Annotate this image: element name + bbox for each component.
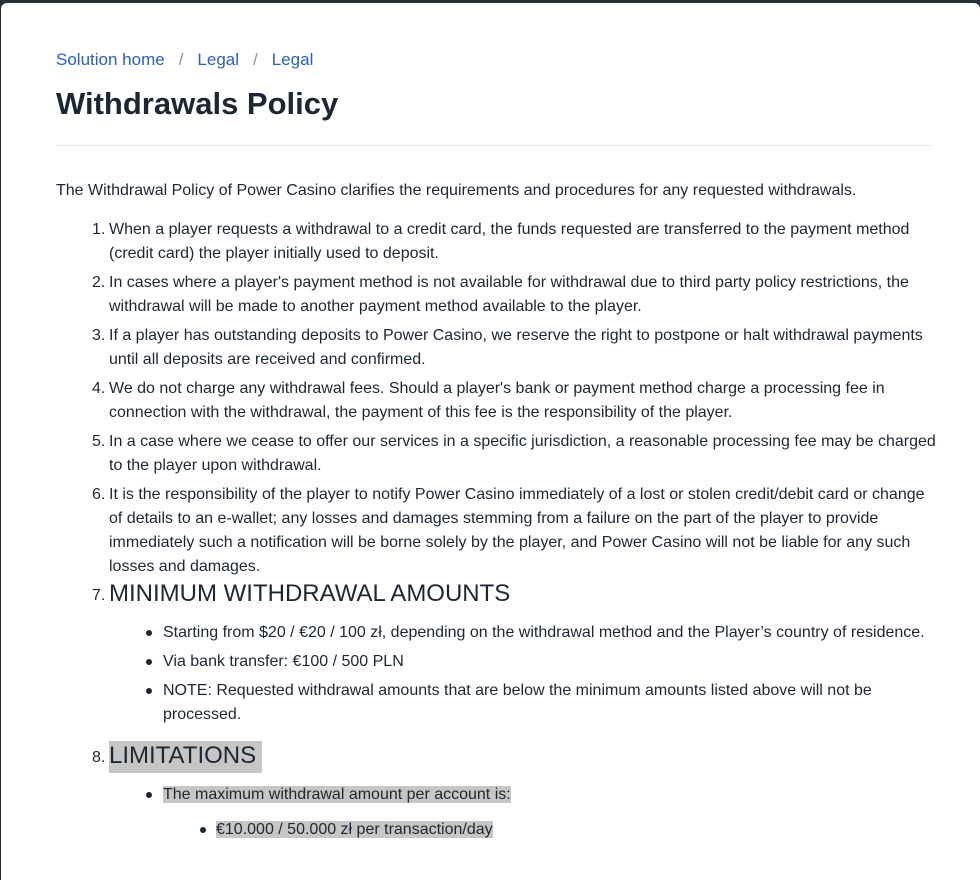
list-item-text: Via bank transfer: €100 / 500 PLN: [163, 653, 404, 670]
title-divider: [56, 145, 932, 146]
breadcrumb-solution-home-link[interactable]: Solution home: [56, 50, 165, 69]
breadcrumb-legal-category-link[interactable]: Legal: [271, 50, 314, 69]
list-item-text: NOTE: Requested withdrawal amounts that are below the minimum amounts listed above will not be processed.: [163, 682, 872, 723]
limitations-list: [109, 783, 936, 842]
list-item: [163, 818, 936, 842]
minimum-amounts-list: [109, 621, 936, 727]
breadcrumb: [56, 50, 313, 70]
policy-item-number: 1.: [92, 221, 106, 238]
bullet-icon: [146, 688, 152, 694]
minimum-withdrawal-section: [56, 579, 936, 727]
policy-item-text: It is the responsibility of the player to notify Power Casino immediately of a lost or stolen credit/debit card or change of details to an e-wallet; any losses and damages stemming from a failure on the part of the player to provide immediately such a notification will be borne solely by the player, and Power Casino will not be liable for any such losses and damages.: [109, 486, 925, 575]
limitations-sublist: [163, 818, 936, 842]
list-item-text: €10.000 / 50.000 zł per transaction/day: [216, 821, 493, 838]
list-item: [109, 679, 936, 727]
breadcrumb-separator: /: [253, 50, 258, 69]
section-number: 7.: [92, 587, 106, 604]
policy-item: [56, 324, 936, 372]
policy-item-text: We do not charge any withdrawal fees. Should a player's bank or payment method charge a processing fee in connection with the withdrawal, the payment of this fee is the responsibility of the player.: [109, 380, 885, 421]
policy-item: [56, 218, 936, 266]
section-number: 8.: [92, 749, 106, 766]
bullet-icon: [200, 827, 206, 833]
policy-item: [56, 271, 936, 319]
list-item: [109, 783, 936, 842]
policy-item-text: In a case where we cease to offer our services in a specific jurisdiction, a reasonable processing fee may be charged to the player upon withdrawal.: [109, 433, 936, 474]
policy-item-number: 2.: [92, 274, 106, 291]
policy-list: [56, 218, 936, 856]
page-title: Withdrawals Policy: [56, 86, 339, 121]
breadcrumb-separator: /: [178, 50, 184, 69]
list-item: [109, 621, 936, 645]
policy-item-number: 4.: [92, 380, 106, 397]
section-heading: LIMITATIONS: [109, 741, 262, 773]
list-item-text: Starting from $20 / €20 / 100 zł, depending on the withdrawal method and the Player’s country of residence.: [163, 624, 925, 641]
section-heading: MINIMUM WITHDRAWAL AMOUNTS: [109, 580, 511, 607]
policy-item-text: In cases where a player's payment method is not available for withdrawal due to third party policy restrictions, the withdrawal will be made to another payment method available to the player.: [109, 274, 909, 315]
policy-item-text: If a player has outstanding deposits to Power Casino, we reserve the right to postpone or halt withdrawal payments until all deposits are received and confirmed.: [109, 327, 923, 368]
bullet-icon: [146, 630, 152, 636]
policy-item-number: 3.: [92, 327, 106, 344]
policy-item: [56, 483, 936, 579]
policy-item: [56, 430, 936, 478]
policy-item: [56, 377, 936, 425]
policy-item-number: 6.: [92, 486, 106, 503]
policy-item-number: 5.: [92, 433, 106, 450]
article-page: [1, 3, 980, 880]
bullet-icon: [146, 792, 152, 798]
list-item-text: The maximum withdrawal amount per account is:: [163, 786, 511, 803]
limitations-section: [56, 741, 936, 842]
list-item: [109, 650, 936, 674]
bullet-icon: [146, 659, 152, 665]
breadcrumb-legal-folder-link[interactable]: Legal: [197, 50, 240, 69]
intro-paragraph: The Withdrawal Policy of Power Casino clarifies the requirements and procedures for any requested withdrawals.: [56, 182, 857, 199]
policy-item-text: When a player requests a withdrawal to a credit card, the funds requested are transferred to the payment method (credit card) the player initially used to deposit.: [109, 221, 910, 262]
